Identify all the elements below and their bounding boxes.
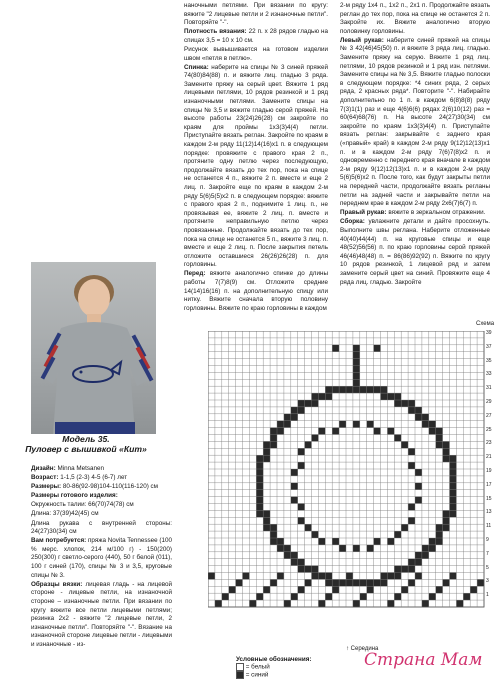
chart-cell-dark <box>298 586 305 593</box>
model-title: Модель 35. <box>62 434 110 444</box>
chart-cell-dark <box>443 510 450 517</box>
chart-cell-dark <box>353 352 360 359</box>
chart-cell-dark <box>305 566 312 573</box>
paragraph: Размеры: 80-86(92-98)104-110(116-120) см <box>31 483 159 491</box>
paragraph: Дизайн: Minna Metsanen <box>31 465 104 472</box>
chart-cell-dark <box>436 428 443 435</box>
chart-cell-dark <box>298 400 305 407</box>
chart-cell-dark <box>477 579 484 586</box>
scheme-label: Схема <box>476 321 495 327</box>
paragraph: Спинка: наберите на спицы № 3 синей пряжей 74(80)84(88) п. и вяжите лиц. гладью 3 ряда. Замените пряжу на серый цвет. Вяжите 1 ряд лицевыми петлями, 10 рядов резинкой и 1 ряд изнаночными петлями. Замените спицы на спицы № 3,5 и вяжите гладью серой пряжей. На высоте работы 23(24)26(28) см закройте по краям для проймы 1x3(3)4(4) петли. Приступайте вязать реглан. Закройте по краям в каждом 2-м ряду 11(12)14(16)x1 п. в следующем порядке: провяжите с правого края 2 п., протяните одну петлю через последующую, продолжайте вязать до тех пор, пока на спице не останется 4 п., вяжите 2 п. вместе и еще 2 лиц. п. Закройте еще по краям в каждом 2-м ряду 5(6)5(5)x2 п. в следующем порядке: вяжите с правого края 2 п., поднимите 1 лиц. п., не провязывая ее, вяжите 2 лиц. п. вместе и протяните неправильную петлю через провязанные. Продолжайте вязать до тех пор, пока на спице не останется 5 п., вяжите 3 лиц. п. вместе и еще 2 лиц. п. После закрытия петель отложите оставшиеся 26(26)26(28) п. для горловины. <box>184 63 328 269</box>
chart-cell-dark <box>277 538 284 545</box>
boy-photo <box>31 262 156 434</box>
chart-cell-dark <box>374 579 381 586</box>
chart-cell-dark <box>270 428 277 435</box>
chart-cell-dark <box>387 393 394 400</box>
chart-cell-dark <box>450 497 457 504</box>
chart-cell-dark <box>332 386 339 393</box>
chart-cell-dark <box>243 573 250 580</box>
paragraph: 2-м ряду 1x4 п., 1x2 п., 2x1 п. Продолжайте вязать реглан до тех пор, пока на спице не останется 2 п. Закройте их. Вяжите аналогично вторую половинку горловины. <box>340 2 490 35</box>
legend-item-dark: = синий <box>236 671 311 679</box>
chart-cell-dark <box>270 579 277 586</box>
chart-cell-dark <box>236 579 243 586</box>
chart-cell-dark <box>305 400 312 407</box>
chart-cell-dark <box>332 345 339 352</box>
chart-cell-dark <box>215 600 222 607</box>
row-number: 1 <box>486 592 489 599</box>
chart-cell-dark <box>298 504 305 511</box>
chart-cell-dark <box>305 441 312 448</box>
chart-cell-dark <box>256 476 263 483</box>
chart-cell-dark <box>270 441 277 448</box>
chart-cell-dark <box>277 573 284 580</box>
legend-title: Условные обозначения: <box>236 656 312 663</box>
chart-cell-dark <box>394 573 401 580</box>
chart-cell-dark <box>353 359 360 366</box>
chart-cell-dark <box>284 414 291 421</box>
chart-cell-dark <box>360 386 367 393</box>
knitting-chart <box>208 331 493 636</box>
paragraph: Плотность вязания: 22 п. x 28 рядов гладью на спицах 3,5 = 10 x 10 см. <box>184 28 328 44</box>
chart-cell-dark <box>450 573 457 580</box>
row-number: 37 <box>486 343 492 350</box>
arrow-up-icon: ↑ <box>346 646 349 652</box>
chart-cell-dark <box>353 421 360 428</box>
chart-cell-dark <box>415 483 422 490</box>
row-number: 27 <box>486 412 492 419</box>
chart-cell-dark <box>450 462 457 469</box>
chart-cell-dark <box>312 400 319 407</box>
chart-grid-svg <box>208 331 493 631</box>
row-number: 11 <box>486 523 492 530</box>
chart-cell-dark <box>429 428 436 435</box>
chart-cell-dark <box>422 545 429 552</box>
row-number: 9 <box>486 537 489 543</box>
chart-cell-dark <box>436 435 443 442</box>
paragraph: Длина рукава с внутренней стороны: 24(27)30(34) см <box>31 519 172 536</box>
chart-cell-dark <box>263 586 270 593</box>
chart-cell-dark <box>256 462 263 469</box>
chart-cell-dark <box>387 538 394 545</box>
chart-cell-dark <box>318 428 325 435</box>
chart-cell-dark <box>408 579 415 586</box>
paragraph: Длина: 37(39)42(45) см <box>31 510 99 518</box>
chart-cell-dark <box>443 455 450 462</box>
chart-cell-dark <box>422 600 429 607</box>
chart-cell-dark <box>408 566 415 573</box>
chart-cell-dark <box>436 531 443 538</box>
chart-cell-dark <box>381 393 388 400</box>
chart-cell-dark <box>208 573 215 580</box>
chart-cell-dark <box>270 524 277 531</box>
chart-cell-dark <box>450 483 457 490</box>
chart-cell-dark <box>332 428 339 435</box>
chart-cell-dark <box>291 414 298 421</box>
row-number: 7 <box>486 550 489 557</box>
chart-cell-dark <box>450 510 457 517</box>
chart-cell-dark <box>332 579 339 586</box>
model-caption <box>0 434 172 454</box>
row-number: 5 <box>486 564 489 571</box>
column-3 <box>340 2 490 288</box>
chart-cell-dark <box>325 579 332 586</box>
chart-cell-dark <box>422 421 429 428</box>
chart-cell-dark <box>422 414 429 421</box>
chart-cell-dark <box>429 421 436 428</box>
chart-cell-dark <box>394 566 401 573</box>
chart-cell-dark <box>374 538 381 545</box>
chart-cell-dark <box>401 400 408 407</box>
chart-cell-dark <box>360 579 367 586</box>
chart-cell-dark <box>394 393 401 400</box>
chart-cell-dark <box>415 407 422 414</box>
chart-cell-dark <box>450 455 457 462</box>
chart-cell-dark <box>353 386 360 393</box>
chart-cell-dark <box>256 483 263 490</box>
chart-cell-dark <box>429 538 436 545</box>
chart-cell-dark <box>463 593 470 600</box>
chart-cell-dark <box>312 393 319 400</box>
chart-cell-dark <box>367 586 374 593</box>
legend <box>236 656 311 679</box>
chart-cell-dark <box>436 586 443 593</box>
chart-cell-dark <box>318 573 325 580</box>
chart-cell-dark <box>367 579 374 586</box>
chart-cell-dark <box>443 579 450 586</box>
chart-cell-dark <box>387 428 394 435</box>
chart-cell-dark <box>456 600 463 607</box>
chart-cell-dark <box>360 593 367 600</box>
chart-cell-dark <box>298 517 305 524</box>
chart-cell-dark <box>256 504 263 511</box>
chart-cell-dark <box>291 483 298 490</box>
chart-cell-dark <box>443 441 450 448</box>
chart-cell-dark <box>367 545 374 552</box>
row-number: 17 <box>486 481 492 488</box>
chart-cell-dark <box>256 455 263 462</box>
chart-cell-dark <box>298 462 305 469</box>
paragraph: Правый рукав: вяжите в зеркальном отражении. <box>340 209 486 217</box>
chart-cell-dark <box>401 441 408 448</box>
chart-cell-dark <box>312 573 319 580</box>
paragraph: Образцы вязки: лицевая гладь - на лицевой стороне - лицевые петли, на изнаночной стороне – изнаночные петли. При вязании по кругу вяжите все петли лицевыми петлями; резинка 2x2 - вяжите "2 лицевые петли, 2 изнаночные петли". Повторяйте "-". Вязание на изнаночной стороне лицевые петли - лицевыми и изнаночные - из- <box>31 580 172 648</box>
column-1 <box>31 465 172 650</box>
row-number: 31 <box>486 385 492 392</box>
chart-cell-dark <box>408 462 415 469</box>
paragraph: Сборка: увлажните детали и дайте просохнуть. Выполните швы реглана. Наберите отложенные 40(40)44(44) п. на круговые спицы и еще 48(52)56(56) п. по краю горловины серой пряжей 46(46)48(48) п. = 86(86)92(92) п. Вяжите по кругу 10 рядов резинкой, 1 лицевой ряд и затем замените серый цвет на синий. Провяжите еще 4 ряда лиц. гладью. Закройте <box>340 218 490 286</box>
chart-cell-dark <box>387 573 394 580</box>
chart-cell-dark <box>450 504 457 511</box>
chart-cell-dark <box>401 566 408 573</box>
row-number: 35 <box>486 357 492 364</box>
chart-cell-dark <box>325 573 332 580</box>
chart-cell-dark <box>436 524 443 531</box>
chart-cell-dark <box>353 579 360 586</box>
watermark-logo: Страна Мам <box>364 650 483 670</box>
chart-cell-dark <box>312 566 319 573</box>
chart-cell-dark <box>325 393 332 400</box>
chart-cell-dark <box>436 538 443 545</box>
chart-cell-dark <box>394 400 401 407</box>
chart-cell-dark <box>332 586 339 593</box>
chart-cell-dark <box>291 407 298 414</box>
chart-cell-dark <box>374 428 381 435</box>
chart-cell-dark <box>256 593 263 600</box>
chart-cell-dark <box>291 497 298 504</box>
chart-cell-dark <box>318 538 325 545</box>
white-square-icon <box>236 663 244 671</box>
chart-cell-dark <box>284 600 291 607</box>
chart-cell-dark <box>408 407 415 414</box>
row-number: 21 <box>486 454 492 461</box>
chart-cell-dark <box>401 586 408 593</box>
chart-cell-dark <box>367 421 374 428</box>
chart-cell-dark <box>381 573 388 580</box>
chart-cell-dark <box>339 579 346 586</box>
chart-cell-dark <box>346 386 353 393</box>
chart-cell-dark <box>256 469 263 476</box>
chart-cell-dark <box>229 586 236 593</box>
paragraph: Размеры готового изделия: <box>31 492 118 500</box>
legend-item-white: = белый <box>236 663 311 671</box>
paragraph: Левый рукав: наберите синей пряжей на спицы № 3 42(46)45(50) п. и вяжите 3 ряда лиц. гладью. Замените пряжу на серую. Вяжите 1 ряд лиц. петлями, 10 рядов резинкой и 1 ряд изн. петлями. Замените спицы на № 3,5. Вяжите гладью полоски в следующем порядке: *4 синих ряда, 2 серых ряда, 2 красных ряда*. Повторите "-". Набирайте дополнительно по 1 п. в каждом 6(8)8(8) ряду 7(3)1(1) раз и еще 4(6)6(6) рядах 2(6)10(12) раз = 60(64)68(76) п. На высоте 24(27)30(34) см закройте по краям 1x3(3)4(4) п. Приступайте вязать реглан: закрывайте с заднего края («правый» край) в каждом 2-м ряду 9(12)12(13)x1 п. и в каждом 2-м ряду 7(6)7(8)x2 п. и одновременно с переднего края вначале в каждом 2-м ряду 9(12)12(13)x1 п. и в каждом 2-м ряду 5(6)5(6)x2 п. После того, как будут закрыты петли на передней части, продолжайте вязать регланы петли на задней части и закрывайте петли на переднем крае в каждом 2-м ряду 2x6(7)6(7) п. <box>340 36 490 208</box>
chart-cell-dark <box>249 600 256 607</box>
chart-cell-dark <box>443 524 450 531</box>
chart-cell-dark <box>450 476 457 483</box>
chart-cell-dark <box>277 428 284 435</box>
row-number: 33 <box>486 371 492 378</box>
chart-cell-dark <box>298 559 305 566</box>
chart-cell-dark <box>263 448 270 455</box>
chart-cell-dark <box>374 386 381 393</box>
row-number: 19 <box>486 468 492 474</box>
chart-cell-dark <box>443 517 450 524</box>
chart-cell-dark <box>298 448 305 455</box>
chart-cell-dark <box>312 531 319 538</box>
chart-cell-dark <box>346 573 353 580</box>
dark-square-icon <box>236 671 244 679</box>
chart-cell-dark <box>270 538 277 545</box>
paragraph: Перед: вяжите аналогично спинке до длины работы 7(7)8(9) см. Отложите средние 14(14)16(16) п. на дополнительную спицу или нитку. Вяжите сначала вторую половину горловины. Вяжите по краю горловины в каждом <box>184 270 328 312</box>
chart-cell-dark <box>284 552 291 559</box>
chart-cell-dark <box>277 545 284 552</box>
chart-cell-dark <box>415 552 422 559</box>
chart-cell-dark <box>305 579 312 586</box>
middle-label: ↑ Середина <box>346 646 379 652</box>
chart-cell-dark <box>284 421 291 428</box>
row-number: 29 <box>486 399 492 405</box>
chart-cell-dark <box>270 531 277 538</box>
chart-cell-dark <box>394 531 401 538</box>
chart-cell-dark <box>318 393 325 400</box>
chart-cell-dark <box>415 414 422 421</box>
chart-cell-dark <box>387 600 394 607</box>
paragraph: наночными петлями. При вязании по кругу: вяжите "2 лицевые петли и 2 изнаночные петли". Повторяйте "-". <box>184 2 328 27</box>
chart-cell-dark <box>443 448 450 455</box>
chart-cell-dark <box>408 504 415 511</box>
chart-cell-dark <box>394 593 401 600</box>
chart-cell-dark <box>298 407 305 414</box>
chart-cell-dark <box>415 469 422 476</box>
chart-cell-dark <box>291 469 298 476</box>
chart-cell-dark <box>353 545 360 552</box>
chart-cell-dark <box>277 421 284 428</box>
chart-cell-dark <box>305 524 312 531</box>
chart-cell-dark <box>298 566 305 573</box>
chart-cell-dark <box>339 386 346 393</box>
chart-cell-dark <box>263 517 270 524</box>
paragraph: Возраст: 1-1,5 (2-3) 4-5 (6-7) лет <box>31 474 128 482</box>
chart-cell-dark <box>263 455 270 462</box>
chart-cell-dark <box>325 386 332 393</box>
chart-cell-dark <box>353 600 360 607</box>
chart-cell-dark <box>353 366 360 373</box>
chart-cell-dark <box>415 559 422 566</box>
column-2 <box>184 2 328 314</box>
chart-cell-dark <box>374 345 381 352</box>
row-number: 23 <box>486 440 492 447</box>
chart-cell-dark <box>263 524 270 531</box>
chart-cell-dark <box>408 400 415 407</box>
chart-cell-dark <box>381 579 388 586</box>
chart-cell-dark <box>318 600 325 607</box>
chart-cell-dark <box>291 559 298 566</box>
chart-cell-dark <box>256 490 263 497</box>
chart-cell-dark <box>339 421 346 428</box>
chart-cell-dark <box>263 510 270 517</box>
row-number: 3 <box>486 578 489 585</box>
chart-cell-dark <box>325 593 332 600</box>
chart-cell-dark <box>367 386 374 393</box>
chart-cell-dark <box>256 510 263 517</box>
row-number: 39 <box>486 330 492 336</box>
chart-cell-dark <box>408 517 415 524</box>
model-subtitle: Пуловер с вышивкой «Кит» <box>25 444 147 454</box>
chart-cell-dark <box>353 379 360 386</box>
chart-cell-dark <box>312 435 319 442</box>
chart-cell-dark <box>353 345 360 352</box>
chart-cell-dark <box>270 435 277 442</box>
chart-cell-dark <box>436 441 443 448</box>
chart-cell-dark <box>429 545 436 552</box>
chart-cell-dark <box>284 545 291 552</box>
paragraph: Рисунок вывышивается на готовом изделии швом «петля в петлю». <box>184 45 328 62</box>
chart-cell-dark <box>450 490 457 497</box>
chart-cell-dark <box>408 559 415 566</box>
chart-cell-dark <box>256 497 263 504</box>
chart-cell-dark <box>263 441 270 448</box>
chart-cell-dark <box>450 469 457 476</box>
chart-cell-dark <box>415 497 422 504</box>
row-number: 25 <box>486 426 492 433</box>
chart-cell-dark <box>291 593 298 600</box>
chart-cell-dark <box>222 593 229 600</box>
chart-cell-dark <box>332 538 339 545</box>
paragraph: Окружность талии: 66(70)74(78) см <box>31 501 134 509</box>
chart-cell-dark <box>381 386 388 393</box>
chart-cell-dark <box>408 448 415 455</box>
row-number: 13 <box>486 509 492 516</box>
chart-cell-dark <box>422 552 429 559</box>
chart-cell-dark <box>401 524 408 531</box>
chart-cell-dark <box>353 372 360 379</box>
chart-cell-dark <box>429 593 436 600</box>
chart-cell-dark <box>415 573 422 580</box>
chart-cell-dark <box>291 552 298 559</box>
chart-cell-dark <box>394 435 401 442</box>
chart-cell-dark <box>346 579 353 586</box>
chart-cell-dark <box>470 586 477 593</box>
paragraph: Вам потребуется: пряжа Novita Tennessee (100 % мерс. хлопок, 214 м/100 г) - 150(200) 250(300) г светло-серого (440), 50 г белой (011), 100 г синей (170), спицы № 3 и 3,5, круговые спицы № 3. <box>31 537 173 579</box>
chart-cell-dark <box>339 545 346 552</box>
row-number: 15 <box>486 495 492 502</box>
